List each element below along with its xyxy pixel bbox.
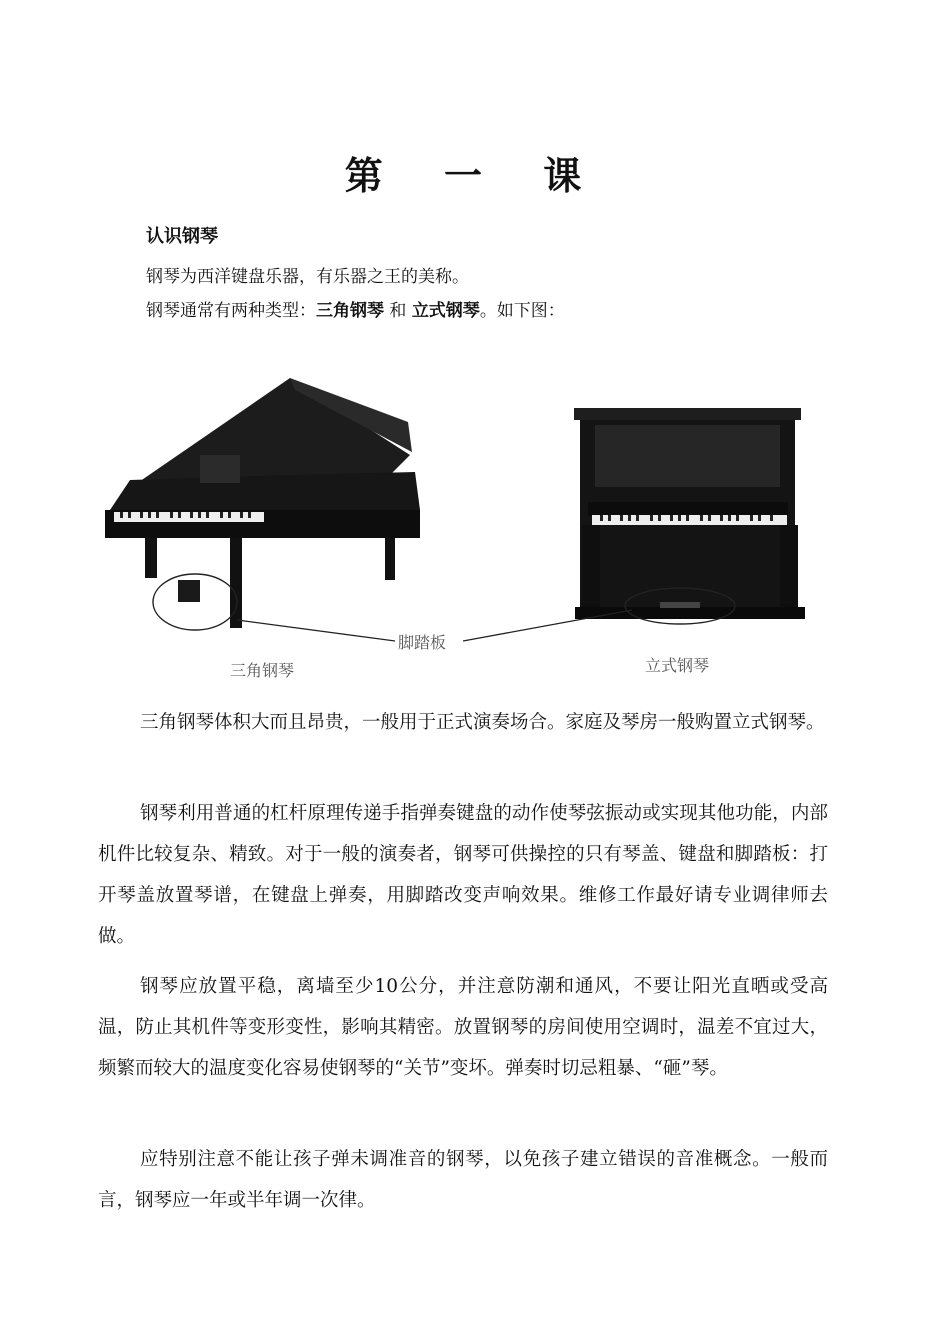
grand-piano-label: 三角钢琴 [230,661,295,680]
upright-piano-image [574,408,805,624]
intro-line-1: 钢琴为西洋键盘乐器，有乐器之王的美称。 [146,267,469,287]
grand-piano-term: 三角钢琴 [316,301,384,321]
paragraph-2: 钢琴利用普通的杠杆原理传递手指弹奏键盘的动作使琴弦振动或实现其他功能，内部机件比较复杂、精致。对于一般的演奏者，钢琴可供操控的只有琴盖、键盘和脚踏板：打开琴盖放置琴谱，在键盘上弹奏，用脚踏改变声响效果。维修工作最好请专业调律师去做。 [98,803,828,947]
pedal-label: 脚踏板 [398,633,447,652]
intro-suffix: 。如下图： [479,301,565,321]
paragraph-3: 钢琴应放置平稳，离墙至少10公分，并注意防潮和通风，不要让阳光直晒或受高温，防止其机件等变形变性，影响其精密。放置钢琴的房间使用空调时，温差不宜过大，频繁而较大的温度变化容易使钢琴的“关节”变坏。弹奏时切忌粗暴、“砸”琴。 [98,976,828,1079]
intro-line-2 [146,296,565,321]
page-title: 第 一 课 [344,153,606,198]
pedal-pointer-right [463,610,632,641]
upright-piano-term: 立式钢琴 [411,301,480,321]
paragraph-4: 应特别注意不能让孩子弹未调准音的钢琴，以免孩子建立错误的音准概念。一般而言，钢琴应一年或半年调一次律。 [98,1149,828,1211]
intro-and: 和 [384,301,412,321]
upright-piano-label: 立式钢琴 [645,656,710,675]
section-heading: 认识钢琴 [146,226,218,247]
grand-piano-image [105,378,420,630]
intro-prefix: 钢琴通常有两种类型： [146,301,316,321]
paragraph-1: 三角钢琴体积大而且昂贵，一般用于正式演奏场合。家庭及琴房一般购置立式钢琴。 [140,712,825,733]
piano-figure [90,360,860,690]
pedal-pointer-left [237,620,395,641]
piano-illustration [90,360,860,690]
